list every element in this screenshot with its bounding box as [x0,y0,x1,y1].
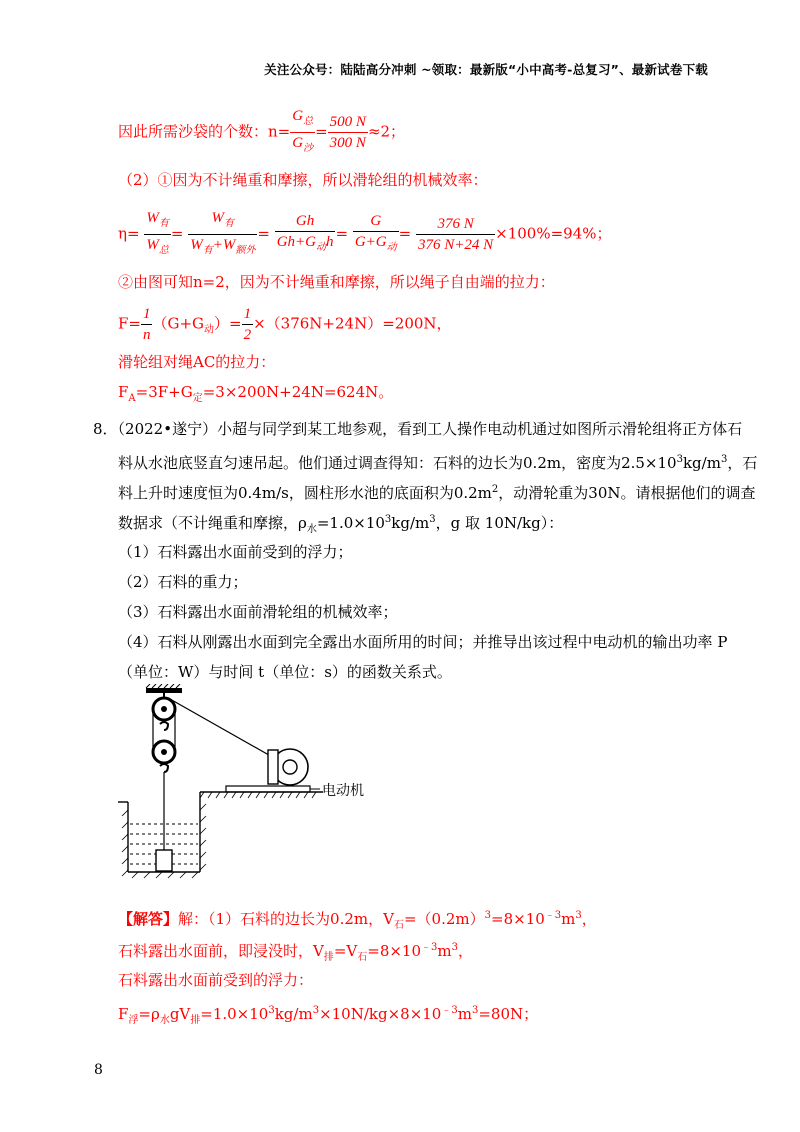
frac-num-500: 500 N [328,112,368,133]
stone-block [156,850,172,871]
a-text: m [457,1005,472,1023]
answer-line2 [118,938,473,968]
motor-axle [283,760,297,774]
q-text: ，g 取 10N/kg）： [435,514,564,532]
a-text: 石料露出水面前，即浸没时，V [118,942,324,960]
ac-label: 滑轮组对绳AC的拉力： [118,353,276,371]
sup: 3 [575,910,582,921]
g: G [353,211,399,232]
gh: Gh [275,211,336,232]
sub: 排 [323,952,334,963]
frac-num-sub: 总 [303,116,314,127]
q-text: ，石 [727,454,758,472]
motor-label: 电动机 [322,783,364,799]
frac-den-g: G [292,135,304,151]
sub-extra: 额外 [235,245,256,256]
a-text: ×10N/kg×8×10 [319,1005,442,1023]
question-8-sub4-cont: （单位：W）与时间 t（单位：s）的函数关系式。 [118,663,452,681]
fa-result: =3×200N+24N=624N。 [202,383,394,401]
frac-g [353,211,399,258]
ceiling-mount [146,688,182,693]
a-text: =ρ [138,1005,160,1023]
fraction-g-total-over-g-sand [290,106,315,159]
q-text: 料从水池底竖直匀速吊起。他们通过调查得知：石料的边长为0.2m，密度为2.5×10 [118,454,677,472]
a-text: =8×10 [367,942,422,960]
times: × [495,224,508,243]
fa-text: =3F+G [135,383,193,401]
sandbag-count-line [118,106,405,159]
fixed-pulley-axle [161,706,167,712]
ground-right-hatch [200,792,316,798]
fraction-500-over-300 [328,112,368,153]
sup: 3 [676,454,683,465]
q-text: kg/m [682,454,721,472]
q-text: kg/m [391,514,430,532]
a-text: 解：（1）石料的边长为0.2m，V [178,910,394,928]
sup: 3 [268,1005,275,1016]
sup: 3 [429,514,436,525]
n-letter: n [142,327,151,343]
sub-have: 有 [202,245,213,256]
n-eq: n= [268,122,291,141]
w: W [211,210,225,226]
a-text: =V [333,942,358,960]
sup: 3 [484,910,492,921]
one: 1 [141,304,153,325]
a-text: kg/m [274,1005,313,1023]
a-text: =（0.2m） [403,910,485,928]
sub: 水 [306,524,317,535]
question-number: 8． [93,420,118,438]
force-formula-line [118,304,452,345]
hook-lower [160,764,168,772]
a-text: m [437,942,452,960]
equals: = [315,122,328,141]
a-text: gV [169,1005,191,1023]
sup: ﹣3 [544,910,562,921]
part2-intro: （2）①因为不计绳重和摩擦，所以滑轮组的机械效率： [118,171,488,189]
pulley-diagram [118,684,388,884]
gh-den: Gh+G [276,234,316,250]
sup: 3 [451,942,459,953]
answer-line1 [118,906,597,936]
question-8-line2 [118,450,757,473]
close-paren-eq: ）= [214,314,242,333]
h: h [325,234,334,250]
a-text: ， [458,942,474,960]
part2-b: ②由图可知n=2，因为不计绳重和摩擦，所以绳子自由端的拉力： [118,273,555,291]
frac-1-over-2 [242,304,254,345]
sup: 2 [491,484,499,495]
sub-move: 动 [386,242,397,253]
answer-line3: 石料露出水面前受到的浮力： [118,971,314,989]
g-den: G+G [354,234,387,250]
frac-den-sub: 沙 [303,143,314,154]
a-text: =1.0×10 [200,1005,269,1023]
motor-base [226,786,310,792]
sub: 水 [159,1015,170,1026]
sup: 3 [312,1005,320,1016]
efficiency-formula-line [118,208,612,261]
page-header: 关注公众号：陆陆高分冲刺 ~领取：最新版“小中高考-总复习”、最新试卷下载 [264,62,708,77]
sup: ﹣3 [421,942,438,953]
sub-have: 有 [158,218,169,229]
v376: 376 N [416,214,495,235]
page-number: 8 [94,1062,103,1078]
fa-line [118,382,393,409]
v376-24: 376 N+24 N [418,237,494,253]
motor-housing [268,750,278,784]
plus: + [212,237,223,253]
sub: 石 [393,920,404,931]
sub-move: 动 [315,242,326,253]
question-text: （2022•遂宁）小超与同学到某工地参观，看到工人操作电动机通过如图所示滑轮组将正方体石 [117,420,743,438]
w: W [146,237,159,253]
frac-den-300: 300 N [329,135,366,151]
fa-sub2: 定 [192,393,203,404]
a-text: F [118,1005,129,1023]
question-8-line4 [118,510,563,540]
a-text: ， [581,910,597,928]
movable-pulley-axle [161,749,167,755]
question-8-sub3: （3）石料露出水面前滑轮组的机械效率； [118,603,398,621]
q-text: 料上升时速度恒为0.4m/s，圆柱形水池的底面积为0.2m [118,484,492,502]
answer-line4 [118,1001,538,1031]
frac-376 [416,214,495,255]
sup: 3 [720,454,728,465]
sub-have: 有 [224,218,235,229]
fa-f: F [118,383,129,401]
frac-w-have-over-sum [188,208,257,261]
two: 2 [243,327,252,343]
frac-gh [275,211,336,258]
q-text: =1.0×10 [316,514,385,532]
g-plus-gmove: （G+G [152,314,205,333]
question-8-sub4: （4）石料从刚露出水面到完全露出水面所用的时间；并推导出该过程中电动机的输出功率 P [118,633,728,651]
eta-result: 100%=94%； [507,224,612,243]
question-8-line1 [93,419,742,439]
w: W [146,210,159,226]
frac-1-over-n [141,304,153,345]
equals: = [398,224,412,243]
question-8-line3 [118,480,756,503]
question-8-sub2: （2）石料的重力； [118,573,248,591]
q-text: ，动滑轮重为30N。请根据他们的调查 [498,484,756,502]
sup: 3 [471,1005,479,1016]
hook-upper [160,722,168,730]
answer-tag: 【解答】 [118,910,179,928]
w: W [222,237,236,253]
sub: 排 [190,1015,201,1026]
one: 1 [242,304,254,325]
equals: = [257,224,270,243]
approx-result: ≈2； [367,122,406,141]
eta-symbol: η= [118,224,140,243]
sandbag-label: 因此所需沙袋的个数： [118,122,269,141]
frac-w-have-over-w-total [144,208,171,261]
f-result: ×（376N+24N）=200N， [253,314,452,333]
frac-num-g: G [292,108,304,124]
a-text: m [561,910,576,928]
ceiling-hatch [146,684,180,688]
question-8-sub1: （1）石料露出水面前受到的浮力； [118,543,353,561]
w: W [190,237,203,253]
equals: = [170,224,184,243]
sup: ﹣3 [441,1005,458,1016]
f-eq: F= [118,314,141,333]
equals: = [335,224,349,243]
sub-move: 动 [204,324,215,336]
sub-total: 总 [158,245,169,256]
a-text: =80N； [478,1005,539,1023]
q-text: 数据求（不计绳重和摩擦，ρ [118,514,307,532]
sub: 石 [357,952,368,963]
fa-sub: A [128,393,136,404]
sub: 浮 [128,1015,139,1026]
sup: 3 [384,514,392,525]
a-text: =8×10 [491,910,545,928]
